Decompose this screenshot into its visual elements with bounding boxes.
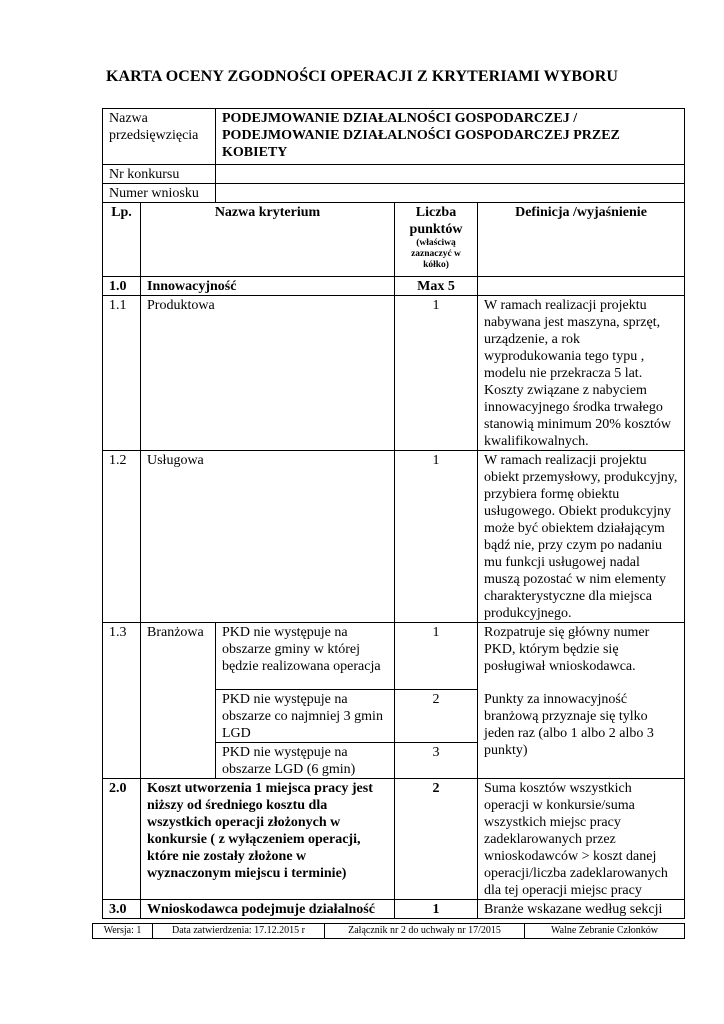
row-1-0-lp: 1.0: [103, 277, 141, 296]
row-1-1-name: Produktowa: [141, 296, 395, 451]
row-1-3-pts1: 1: [395, 623, 478, 690]
row-1-3-def: [478, 623, 685, 779]
footer-walne: Walne Zebranie Członków: [525, 924, 685, 939]
row-1-0: [103, 277, 685, 296]
row-1-2: [103, 451, 685, 623]
nazwa-value: PODEJMOWANIE DZIAŁALNOŚCI GOSPODARCZEJ / PODEJMOWANIE DZIAŁALNOŚCI GOSPODARCZEJ PRZEZ KOBIETY: [216, 109, 685, 165]
row-1-0-name: Innowacyjność: [141, 277, 395, 296]
numer-wniosku-label: Numer wniosku: [103, 184, 216, 203]
nazwa-label: Nazwa przedsięwzięcia: [103, 109, 216, 165]
row-1-3-name: Branżowa: [141, 623, 216, 779]
footer-wersja: Wersja: 1: [93, 924, 153, 939]
row-2-0-name: Koszt utworzenia 1 miejsca pracy jest niższy od średniego kosztu dla wszystkich operacji złożonych w konkursie ( z wyłączeniem operacji, które nie zostały złożone w wyznaczonym miejscu i terminie): [141, 779, 395, 900]
row-1-2-def: W ramach realizacji projektu obiekt przemysłowy, produkcyjny, przybiera formę obiektu usługowego. Obiekt produkcyjny może być obiektem działającym bądź nie, przy czym po nadaniu mu funkcji usługowej nadal muszą pozostać w nim elementy charakterystyczne dla miejsca produkcyjnego.: [478, 451, 685, 623]
criteria-table: [102, 108, 685, 919]
col-definicja: Definicja /wyjaśnienie: [478, 203, 685, 277]
row-2-0: [103, 779, 685, 900]
nr-konkursu-label: Nr konkursu: [103, 165, 216, 184]
row-1-3-sub1: PKD nie występuje na obszarze gminy w której będzie realizowana operacja: [216, 623, 395, 690]
row-1-2-lp: 1.2: [103, 451, 141, 623]
row-1-0-def: [478, 277, 685, 296]
row-3-0-def: Branże wskazane według sekcji: [478, 900, 685, 919]
nr-konkursu-value: [216, 165, 685, 184]
row-1-3-def2: Punkty za innowacyjność branżową przyznaje się tylko jeden raz (albo 1 albo 2 albo 3 punkty): [484, 692, 654, 758]
column-header-row: [103, 203, 685, 277]
row-2-0-points: 2: [395, 779, 478, 900]
col-liczba-note: (właściwą zaznaczyć w kółko): [411, 238, 461, 270]
footer-data: Data zatwierdzenia: 17.12.2015 r: [153, 924, 325, 939]
row-1-1-points: 1: [395, 296, 478, 451]
row-1-3-def1: Rozpatruje się główny numer PKD, którym będzie się posługiwał wnioskodawca.: [484, 625, 650, 674]
col-lp: Lp.: [103, 203, 141, 277]
header-row-nr-konkursu: [103, 165, 685, 184]
document-title: KARTA OCENY ZGODNOŚCI OPERACJI Z KRYTERIAMI WYBORU: [105, 68, 619, 85]
numer-wniosku-value: [216, 184, 685, 203]
row-1-3-lp: 1.3: [103, 623, 141, 779]
row-1-1-lp: 1.1: [103, 296, 141, 451]
footer-zalacznik: Załącznik nr 2 do uchwały nr 17/2015: [325, 924, 525, 939]
row-1-2-points: 1: [395, 451, 478, 623]
header-row-nazwa: [103, 109, 685, 165]
row-2-0-lp: 2.0: [103, 779, 141, 900]
col-liczba-label: Liczba punktów: [409, 205, 463, 237]
col-nazwa-kryterium: Nazwa kryterium: [141, 203, 395, 277]
row-2-0-def: Suma kosztów wszystkich operacji w konkursie/suma wszystkich miejsc pracy zadeklarowanych przez wnioskodawców > koszt danej operacji/liczba zadeklarowanych dla tej operacji miejsc pracy: [478, 779, 685, 900]
col-liczba-punktow: [395, 203, 478, 277]
footer-row: [93, 924, 685, 939]
row-3-0-name: Wnioskodawca podejmuje działalność: [141, 900, 395, 919]
row-3-0-lp: 3.0: [103, 900, 141, 919]
row-3-0-points: 1: [395, 900, 478, 919]
row-3-0: [103, 900, 685, 919]
header-row-numer-wniosku: [103, 184, 685, 203]
footer-table: [92, 923, 685, 939]
row-1-3-pts2: 2: [395, 690, 478, 743]
row-1-3-sub2: PKD nie występuje na obszarze co najmniej 3 gmin LGD: [216, 690, 395, 743]
row-1-0-points: Max 5: [395, 277, 478, 296]
row-1-1: [103, 296, 685, 451]
row-1-3-sub3: PKD nie występuje na obszarze LGD (6 gmin): [216, 743, 395, 779]
row-1-3-pts3: 3: [395, 743, 478, 779]
row-1-1-def: W ramach realizacji projektu nabywana jest maszyna, sprzęt, urządzenie, a rok wyprodukowania tego typu , modelu nie przekracza 5 lat. Koszty związane z nabyciem innowacyjnego środka trwałego stanowią minimum 20% kosztów kwalifikowalnych.: [478, 296, 685, 451]
row-1-2-name: Usługowa: [141, 451, 395, 623]
row-1-3-a: [103, 623, 685, 690]
